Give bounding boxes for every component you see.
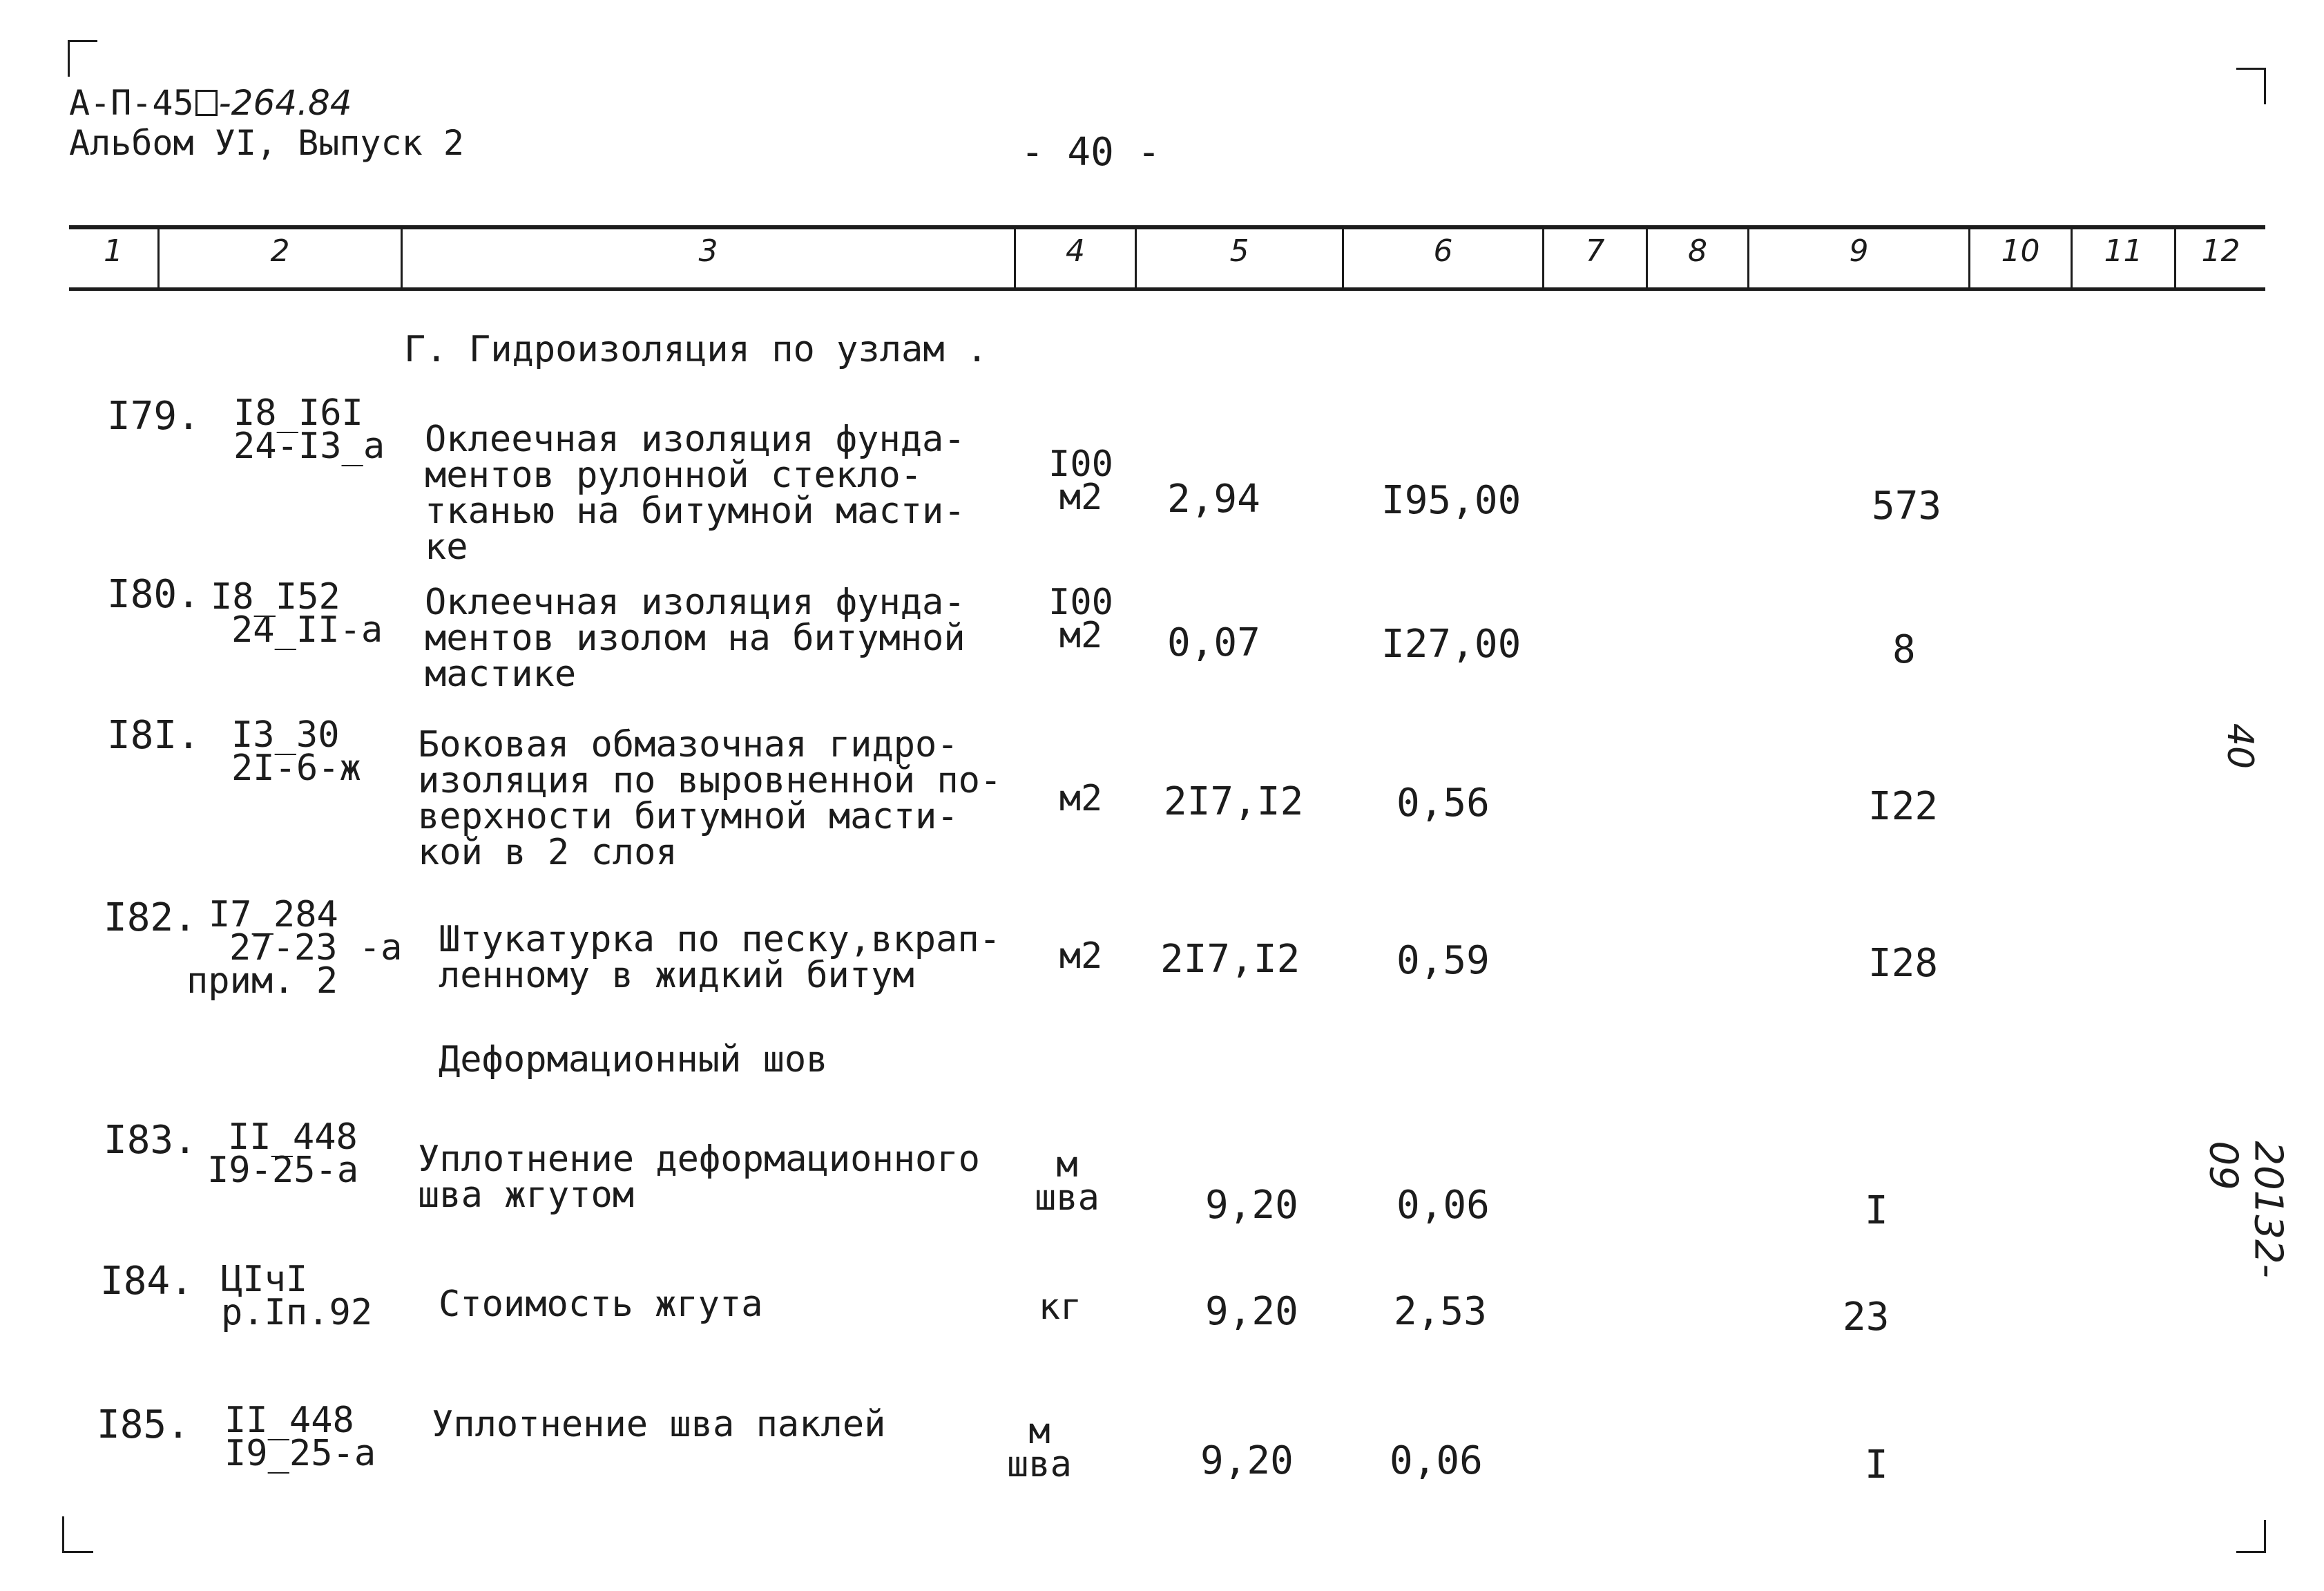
row-description-line: ленному в жидкий битум	[439, 955, 914, 996]
row-unit	[1036, 778, 1126, 819]
row-description-line: Уплотнение деформационного	[418, 1139, 980, 1180]
row-unit-price: 2,53	[1394, 1289, 1487, 1334]
row-code	[186, 894, 403, 1002]
row-code-line: 24-I3_a	[233, 426, 385, 467]
margin-page-mark: 40	[2219, 723, 2261, 770]
row-unit-price: I27,00	[1381, 622, 1521, 667]
row-unit-line: м2	[1059, 778, 1103, 819]
margin-archive-number: 20132-09	[2200, 1141, 2291, 1278]
row-unit	[1036, 935, 1126, 977]
row-total: 8	[1892, 627, 1916, 672]
page-number: - 40 -	[1021, 130, 1161, 175]
row-unit-line: шва	[1007, 1444, 1072, 1485]
row-unit-line: кг	[1038, 1286, 1082, 1328]
row-number: I84.	[100, 1259, 193, 1304]
row-code-line: прим. 2	[186, 960, 338, 1002]
row-description-line: Уплотнение шва паклей	[432, 1404, 886, 1445]
row-description	[425, 582, 966, 695]
column-number: 6	[1433, 234, 1453, 269]
row-description	[439, 919, 1001, 996]
row-quantity: 2,94	[1167, 477, 1260, 522]
row-total: I28	[1868, 941, 1939, 986]
row-code	[224, 1400, 376, 1474]
row-unit-price: 0,06	[1396, 1183, 1490, 1228]
row-description-line: Штукатурка по песку,вкрап-	[439, 919, 1001, 960]
column-number: 3	[698, 234, 718, 269]
row-description-line: мастике	[425, 654, 577, 695]
row-description-line: ментов рулонной стекло-	[425, 455, 923, 496]
row-unit	[1036, 582, 1126, 656]
table-header-bottom-line	[69, 287, 2265, 291]
document-code-typed: А-П-45	[69, 83, 194, 123]
row-quantity: 9,20	[1205, 1183, 1298, 1228]
row-code	[211, 576, 383, 651]
row-quantity: 0,07	[1167, 620, 1260, 665]
crop-mark-top-left	[68, 40, 97, 77]
column-number: 10	[2001, 234, 2040, 269]
row-unit-line: м	[1056, 1144, 1078, 1185]
row-description-line: изоляция по выровненной по-	[418, 760, 1002, 801]
row-description	[432, 1404, 886, 1445]
row-code-line: 2I-6-ж	[231, 747, 361, 789]
row-unit-line: I00	[1048, 444, 1113, 485]
row-code	[221, 1259, 373, 1333]
row-code-line: р.Iп.92	[221, 1292, 373, 1333]
document-code-box	[195, 90, 218, 116]
row-description-line: тканью на битумной масти-	[425, 490, 966, 532]
row-number: I80.	[107, 572, 200, 617]
column-number: 4	[1066, 234, 1085, 269]
column-number: 2	[270, 234, 290, 269]
row-unit-line: I00	[1048, 582, 1113, 623]
document-code-handwritten: -264.84	[218, 83, 352, 123]
row-code-line: I7_284	[209, 894, 338, 935]
row-unit-line: м2	[1059, 477, 1103, 518]
row-code-line: I3_30	[231, 714, 340, 756]
row-quantity: 9,20	[1200, 1438, 1294, 1483]
row-code	[233, 392, 385, 467]
row-unit	[1036, 444, 1126, 518]
row-description-line: Оклеечная изоляция фунда-	[425, 419, 966, 460]
row-description	[425, 419, 966, 568]
crop-mark-bottom-left	[62, 1516, 93, 1553]
row-code-line: II_448	[224, 1400, 354, 1441]
row-total: 573	[1872, 484, 1942, 528]
row-description-line: верхности битумной масти-	[418, 796, 959, 837]
row-unit	[1022, 1144, 1112, 1219]
row-total: I	[1865, 1188, 1888, 1233]
row-unit-line: м2	[1059, 935, 1103, 977]
row-description-line: шва жгутом	[418, 1174, 635, 1216]
row-code-line: I9_25-a	[224, 1433, 376, 1474]
row-number: I83.	[104, 1118, 197, 1163]
row-total: I	[1865, 1442, 1888, 1487]
row-code-line: I8_I6I	[233, 392, 363, 434]
row-code	[207, 1116, 359, 1191]
row-unit-line: м	[1028, 1411, 1050, 1452]
row-code-line: 24_II-a	[231, 609, 383, 651]
row-unit-price: 0,56	[1396, 781, 1490, 826]
column-number: 8	[1688, 234, 1707, 269]
row-code-line: ЦIчI	[221, 1259, 308, 1300]
column-number: 11	[2104, 234, 2143, 269]
row-code-line: 27-23 -a	[229, 927, 403, 969]
row-description-line: Боковая обмазочная гидро-	[418, 724, 959, 765]
row-description	[418, 724, 1002, 873]
row-description-line: Стоимость жгута	[439, 1284, 763, 1325]
row-description	[439, 1284, 763, 1325]
row-unit-price: 0,59	[1396, 938, 1490, 983]
row-quantity: 2I7,I2	[1160, 937, 1300, 982]
row-description	[418, 1139, 980, 1216]
row-description-line: ментов изолом на битумной	[425, 618, 966, 659]
row-code	[231, 714, 361, 789]
row-description-line: ке	[425, 526, 468, 568]
row-unit-line: шва	[1035, 1177, 1099, 1219]
document-code	[69, 83, 352, 123]
column-number: 9	[1849, 234, 1869, 269]
row-quantity: 9,20	[1205, 1289, 1298, 1334]
row-unit-price: I95,00	[1381, 478, 1521, 523]
row-number: I8I.	[107, 713, 200, 758]
column-number: 1	[104, 234, 123, 269]
row-description-line: кой в 2 слоя	[418, 832, 678, 873]
subsection-title: Деформационный шов	[439, 1039, 828, 1080]
row-unit	[1015, 1286, 1105, 1328]
row-unit-line: м2	[1059, 615, 1103, 656]
section-title: Г. Гидроизоляция по узлам .	[404, 329, 988, 370]
row-number: I79.	[107, 394, 200, 439]
row-code-line: I8_I52	[211, 576, 340, 618]
row-total: 23	[1843, 1295, 1890, 1340]
column-number: 5	[1229, 234, 1249, 269]
row-code-line: II_448	[228, 1116, 358, 1158]
column-number: 12	[2201, 234, 2240, 269]
row-code-line: I9-25-a	[207, 1150, 359, 1191]
crop-mark-bottom-right	[2236, 1520, 2266, 1553]
row-number: I85.	[97, 1402, 190, 1447]
row-unit-price: 0,06	[1390, 1438, 1483, 1483]
row-total: I22	[1868, 784, 1939, 829]
column-number: 7	[1585, 234, 1605, 269]
crop-mark-top-right	[2236, 68, 2266, 104]
row-unit	[995, 1411, 1084, 1485]
row-quantity: 2I7,I2	[1164, 779, 1304, 824]
row-number: I82.	[104, 895, 197, 940]
album-title: Альбом УI, Выпуск 2	[69, 123, 464, 163]
table-header-top-line	[69, 225, 2265, 229]
row-description-line: Оклеечная изоляция фунда-	[425, 582, 966, 623]
